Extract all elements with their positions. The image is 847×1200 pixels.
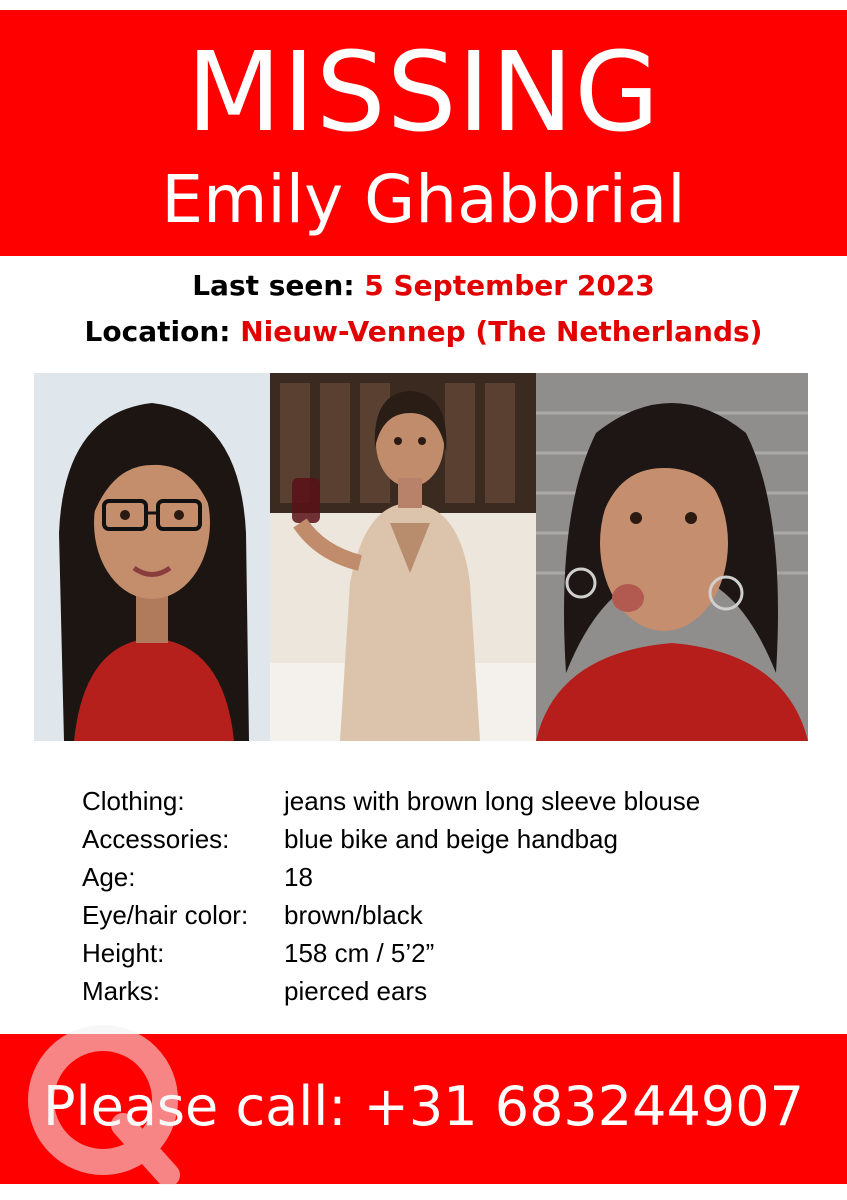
detail-value: pierced ears [284, 976, 428, 1006]
photo-strip [34, 373, 808, 741]
missing-title: MISSING [186, 28, 661, 156]
detail-row-marks [82, 972, 700, 1010]
detail-label: Clothing: [82, 786, 185, 816]
person-name: Emily Ghabbrial [161, 161, 686, 238]
location-value: Nieuw-Vennep (The Netherlands) [240, 315, 763, 348]
photo-seated-beige-dress [270, 373, 536, 741]
detail-value: 18 [284, 862, 313, 892]
photo-curly-hair-selfie [536, 373, 808, 741]
last-seen-line [0, 268, 847, 304]
detail-value: blue bike and beige handbag [284, 824, 618, 854]
last-seen-label: Last seen: [192, 269, 355, 302]
detail-label: Accessories: [82, 824, 230, 854]
detail-value: jeans with brown long sleeve blouse [284, 786, 701, 816]
detail-label: Age: [82, 862, 136, 892]
detail-row-clothing [82, 782, 700, 820]
detail-label: Height: [82, 938, 165, 968]
detail-row-age [82, 858, 700, 896]
location-label: Location: [84, 315, 231, 348]
call-number: Please call: +31 683244907 [43, 1075, 804, 1138]
detail-row-accessories [82, 820, 700, 858]
header-banner [0, 10, 847, 256]
details-table [82, 782, 700, 1010]
detail-label: Marks: [82, 976, 160, 1006]
detail-label: Eye/hair color: [82, 900, 249, 930]
photo-portrait-glasses [34, 373, 270, 741]
detail-row-height [82, 934, 700, 972]
location-line [0, 314, 847, 350]
detail-value: brown/black [284, 900, 423, 930]
detail-row-eye-hair [82, 896, 700, 934]
last-seen-value: 5 September 2023 [364, 269, 655, 302]
circle-q-watermark-icon [18, 1015, 188, 1185]
detail-value: 158 cm / 5’2” [284, 938, 435, 968]
